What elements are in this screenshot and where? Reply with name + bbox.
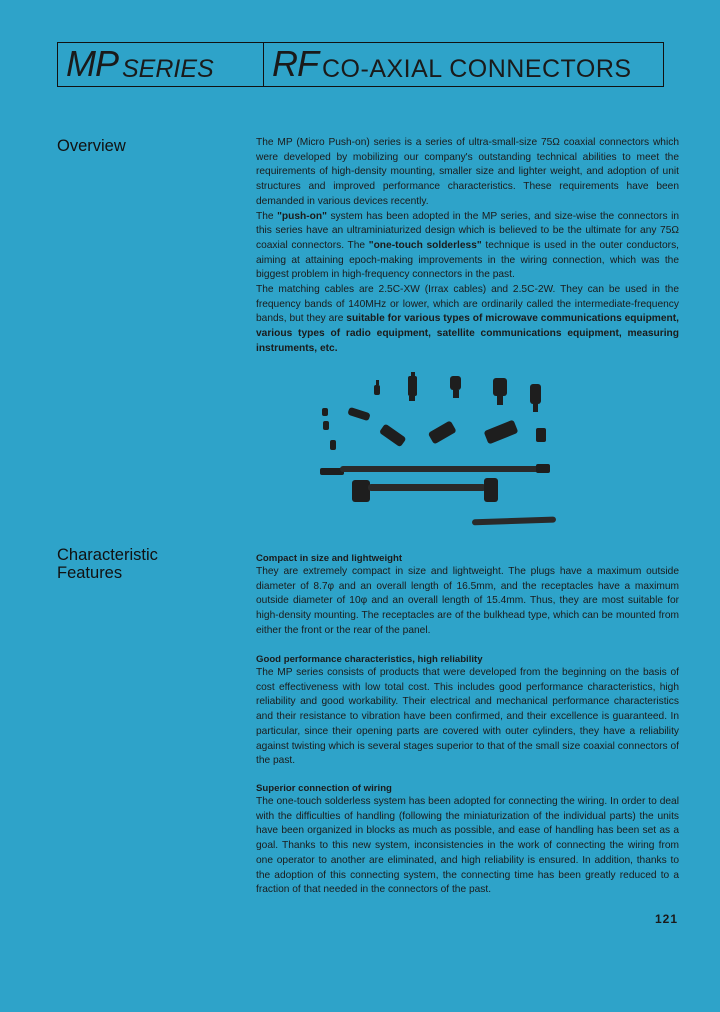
type-label: CO-AXIAL CONNECTORS [322,55,632,83]
overview-paragraph-1: The MP (Micro Push-on) series is a series of ultra-small-size 75Ω coaxial connectors which were developed by mobilizing our company's outstanding technical abilities to meet the requirements of high-density mounting, smaller size and lighter weight, and adoption of unit structures and improved performance characteristics. These requirements have been demanded in various devices recently. [256,137,679,207]
connectors-product-photo [312,368,564,540]
connector-photo-7 [347,407,370,421]
type-header-box [264,42,664,87]
feature-compact-text: They are extremely compact in size and lightweight. The plugs have a maximum outside diameter of 8.7φ and an overall length of 16.5mm, and the receptacles have a maximum outside diameter of 10φ and an overall length of 15.4mm. Thus, they are most suitable for high-density mounting. The receptacles are of the bulkhead type, which can be mounted from either the front or the rear of the panel. [256,566,679,636]
series-header-box [57,42,264,87]
connector-photo-4 [493,378,507,405]
feature-performance-text: The MP series consists of products that were developed from the beginning on the basis of cost effectiveness with low total cost. This includes good performance characteristics, high reliability and good workability. Their electrical and mechanical performance characteristics and their resistance to vibration have been confirmed, and their excellence is guaranteed. In particular, since their opening parts are covered with outer cylinders, they have a reliability against twisting which is several stages superior to that of the small size coaxial connectors of the past. [256,667,679,767]
connector-photo-8 [379,423,407,447]
series-label: SERIES [122,55,214,83]
feature-wiring-heading: Superior connection of wiring [256,783,392,794]
connector-photo-1 [374,380,380,395]
cable-assembly-photo [320,464,556,525]
features-title-line-1: Characteristic [57,546,158,564]
connector-photo-2 [408,372,417,401]
feature-wiring-text: The one-touch solderless system has been adopted for connecting the wiring. In order to deal with the difficulties of handling (following the miniaturization of the individual parts) the units have been organized in blocks as much as possible, and ease of handling has been set as a goal. Thanks to this new system, inconsistencies in the work of connecting the wiring from one operator to another are eliminated, and high reliability is ensured. In addition, thanks to the adoption of this connecting system, the connecting time has been greatly reduced to a fraction of that needed in the connectors of the past. [256,796,679,896]
feature-compact [256,552,679,639]
features-title-line-2: Features [57,564,123,582]
overview-title: Overview [57,137,126,155]
connector-photo-5 [530,384,541,412]
connector-photo-10 [484,420,519,445]
features-title [57,546,158,582]
page-number: 121 [655,912,679,926]
connector-photo-3 [450,376,461,398]
feature-wiring [256,782,679,898]
overview-paragraph-3: The matching cables are 2.5C-XW (Irrax cables) and 2.5C-2W. They can be used in the frequency bands of 140MHz or lower, which are ordinarily called the intermediate-frequency bands, but they are suitable for various types of microwave communications equipment, various types of radio equipment, satellite communications equipment, measuring instruments, etc. [256,284,679,354]
feature-compact-heading: Compact in size and lightweight [256,553,403,564]
overview-body [256,136,679,357]
feature-performance-heading: Good performance characteristics, high reliability [256,654,483,665]
connector-photo-6 [322,408,329,430]
type-prefix: RF [272,43,318,84]
feature-performance [256,653,679,769]
series-prefix: MP [66,43,118,84]
overview-paragraph-2: The "push-on" system has been adopted in the MP series, and size-wise the connectors in this series have an ultraminiaturized design which is believed to be the ultimate for any 75Ω coaxial connectors. The "one-touch solderless" technique is used in the outer conductors, aiming at attaining epoch-making improvements in the wiring connection, which was the biggest problem in high-frequency connectors in the past. [256,210,679,281]
connector-photo-9 [428,420,457,444]
